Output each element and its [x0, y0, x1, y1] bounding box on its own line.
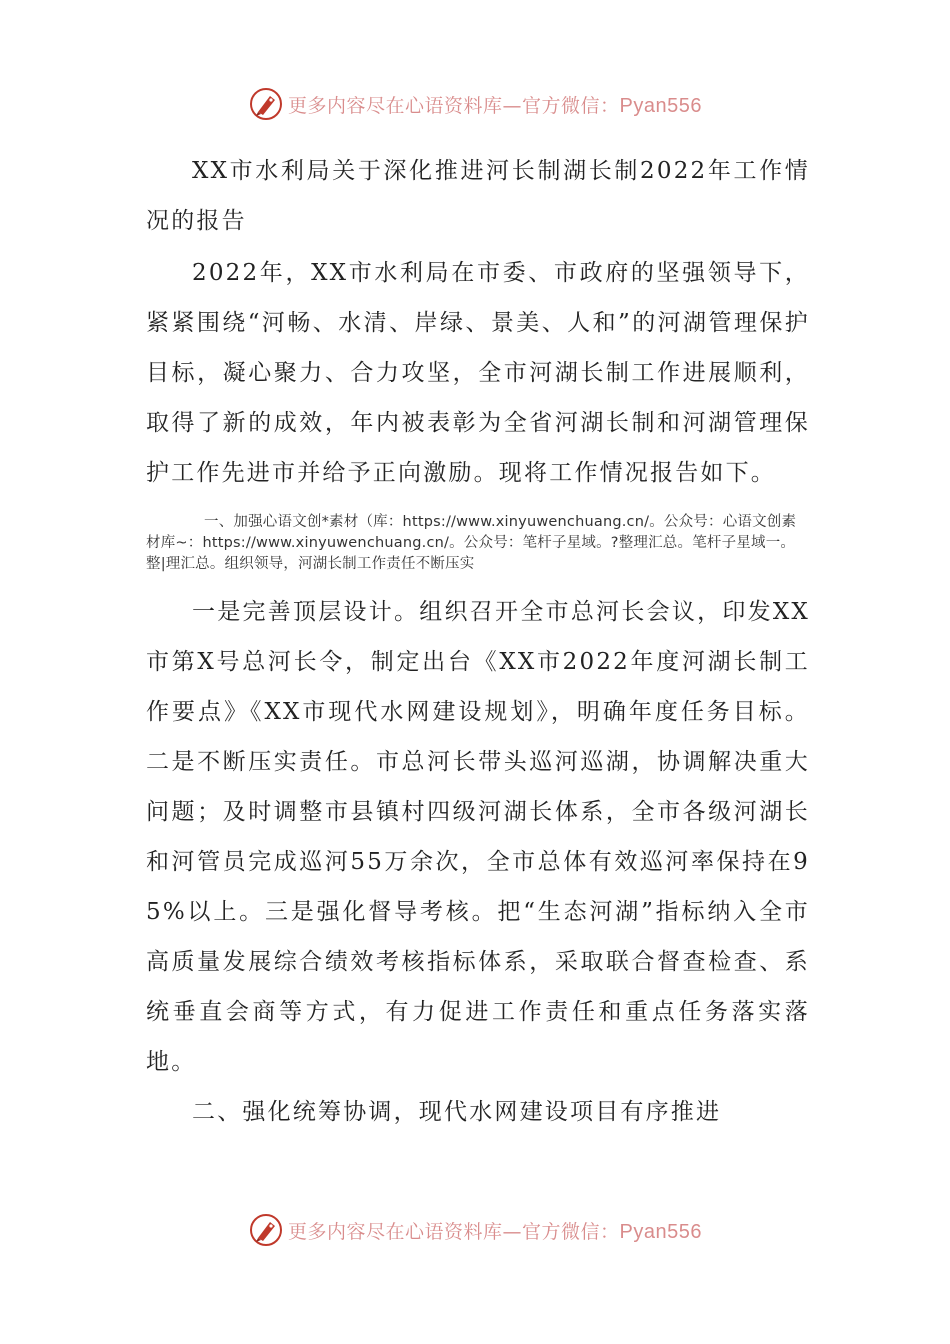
watermark-banner-top: [0, 82, 950, 126]
watermark-wechat-id: Pyan556: [619, 94, 702, 117]
watermark-text: 更多内容尽在心语资料库—官方微信：: [288, 1220, 620, 1243]
section-1-heading: 一、加强心语文创*素材（库：https://www.xinyuwenchuang.cn/。公众号：心语文创素材库~：https://www.xinyuwenchuang.cn/。公众号：笔杆子星域。?整理汇总。笔杆子星域一。整|理汇总。组织领导，河湖长制工作责任不断压实: [146, 514, 797, 572]
watermark-wechat-id: Pyan556: [619, 1220, 702, 1243]
document-body: [146, 146, 810, 1137]
document-title: XX市水利局关于深化推进河长制湖长制2022年工作情况的报告: [146, 158, 810, 234]
section-2-heading: 二、强化统筹协调，现代水网建设项目有序推进: [192, 1099, 722, 1125]
section-1-body: 一是完善顶层设计。组织召开全市总河长会议，印发XX市第X号总河长令，制定出台《XX市2022年度河湖长制工作要点》《XX市现代水网建设规划》，明确年度任务目标。二是不断压实责任。市总河长带头巡河巡湖，协调解决重大问题；及时调整市县镇村四级河湖长体系，全市各级河湖长和河管员完成巡河55万余次，全市总体有效巡河率保持在95%以上。三是强化督导考核。把“生态河湖”指标纳入全市高质量发展综合绩效考核指标体系，采取联合督查检查、系统垂直会商等方式，有力促进工作责任和重点任务落实落地。: [146, 599, 810, 1075]
intro-paragraph: 2022年，XX市水利局在市委、市政府的坚强领导下，紧紧围绕“河畅、水清、岸绿、景美、人和”的河湖管理保护目标，凝心聚力、合力攻坚，全市河湖长制工作进展顺利，取得了新的成效，年内被表彰为全省河湖长制和河湖管理保护工作先进市并给予正向激励。现将工作情况报告如下。: [146, 260, 810, 486]
pen-nib-icon: [248, 1212, 284, 1248]
watermark-banner-bottom: [0, 1208, 950, 1252]
watermark-text: 更多内容尽在心语资料库—官方微信：: [288, 94, 620, 117]
pen-nib-icon: [248, 86, 284, 122]
